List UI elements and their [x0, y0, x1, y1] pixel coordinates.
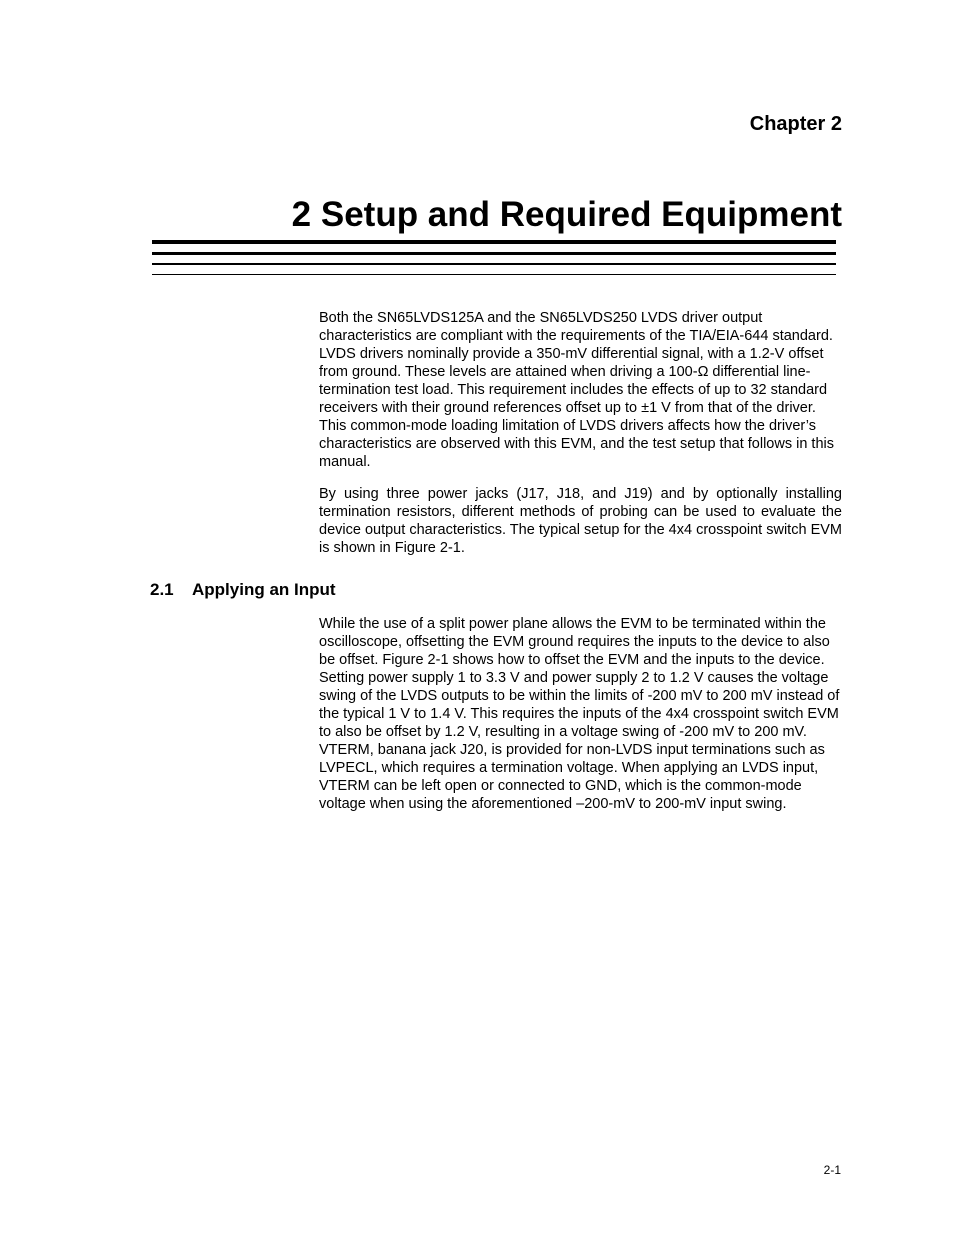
title-rule-hairline [152, 274, 836, 275]
title-rule-thin [152, 263, 836, 265]
section-heading [150, 579, 336, 601]
chapter-label: Chapter 2 [749, 113, 842, 135]
title-rule-medium [152, 252, 836, 255]
applying-input-paragraph: While the use of a split power plane allows the EVM to be terminated within the oscilloscope, offsetting the EVM ground requires the inputs to the device to also be offset. Figure 2-1 shows how to offset the EVM and the inputs to the device. Setting power supply 1 to 3.3 V and power supply 2 to 1.2 V causes the voltage swing of the LVDS outputs to be within the limits of -200 mV to 200 mV instead of the typical 1 V to 1.4 V. This requires the inputs of the 4x4 crosspoint switch EVM to also be offset by 1.2 V, resulting in a voltage swing of -200 mV to 200 mV. VTERM, banana jack J20, is provided for non-LVDS input terminations such as LVPECL, which requires a termination voltage. When applying an LVDS input, VTERM can be left open or connected to GND, which is the common-mode voltage when using the aforementioned –200-mV to 200-mV input swing. [319, 616, 840, 812]
setup-paragraph: By using three power jacks (J17, J18, and J19) and by optionally installing termination resistors, different methods of probing can be used to evaluate the device output characteristics. The typical setup for the 4x4 crosspoint switch EVM is shown in Figure 2-1. [319, 486, 842, 556]
chapter-title: 2 Setup and Required Equipment [291, 195, 842, 234]
section-number: 2.1 [150, 580, 174, 599]
section-title: Applying an Input [192, 580, 336, 599]
page-number: 2-1 [823, 1163, 841, 1177]
intro-paragraph: Both the SN65LVDS125A and the SN65LVDS250 LVDS driver output characteristics are compliant with the requirements of the TIA/EIA-644 standard. LVDS drivers nominally provide a 350-mV differential signal, with a 1.2-V offset from ground. These levels are attained when driving a 100-Ω differential line-termination test load. This requirement includes the effects of up to 32 standard receivers with their ground references offset up to ±1 V from that of the driver. This common-mode loading limitation of LVDS drivers affects how the driver’s characteristics are observed with this EVM, and the test setup that follows in this manual. [319, 310, 834, 470]
title-rule-thick [152, 240, 836, 244]
